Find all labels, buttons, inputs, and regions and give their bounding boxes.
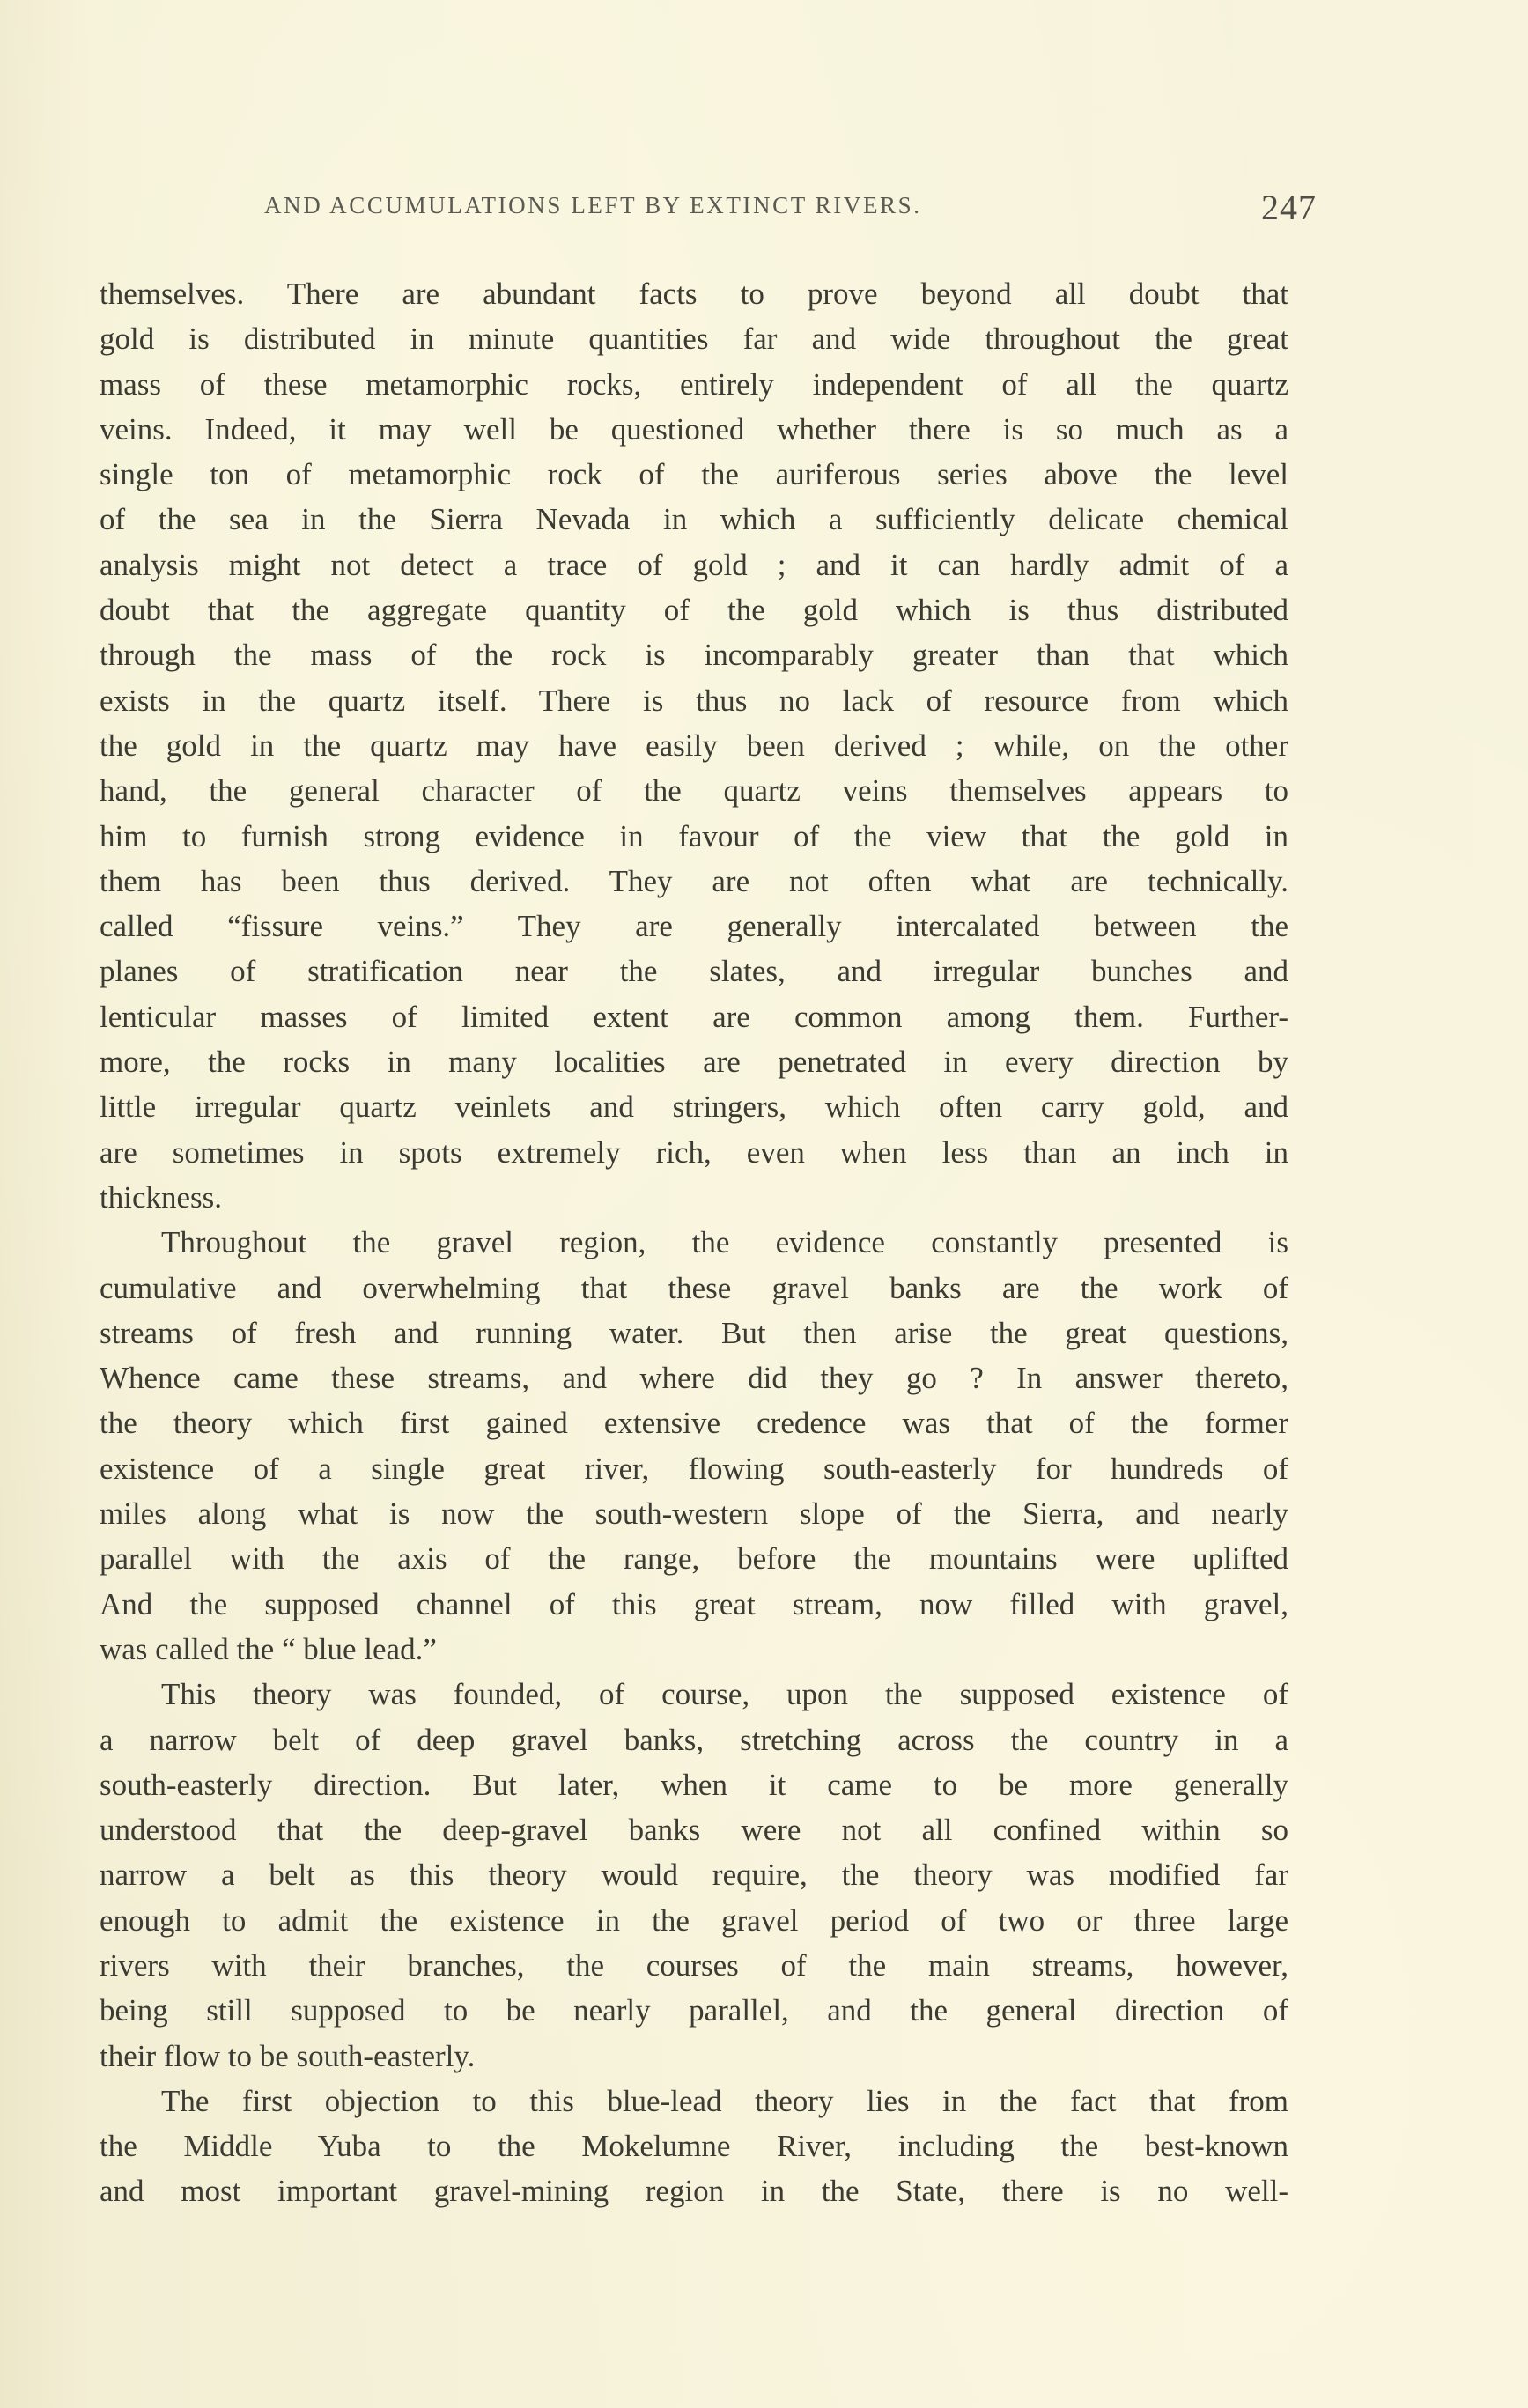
text-line: doubt that the aggregate quantity of the gold which is thus distributed [100, 593, 1288, 628]
text-line: of the sea in the Sierra Nevada in which a sufficiently delicate chemical [100, 502, 1288, 537]
page-number: 247 [1261, 188, 1317, 227]
text-line: mass of these metamorphic rocks, entirely independent of all the quartz [100, 366, 1288, 402]
running-head [264, 187, 1317, 231]
text-line: veins. Indeed, it may well be questioned whether there is so much as a [100, 411, 1288, 447]
text-line: rivers with their branches, the courses of the main streams, however, [100, 1947, 1288, 1983]
text-line: gold is distributed in minute quantities far and wide throughout the great [100, 321, 1288, 357]
text-line: analysis might not detect a trace of gold ; and it can hardly admit of a [100, 547, 1288, 582]
text-line: lenticular masses of limited extent are common among them. Further- [100, 999, 1288, 1034]
text-line: Whence came these streams, and where did they go ? In answer thereto, [100, 1361, 1288, 1396]
text-line: called “fissure veins.” They are generally intercalated between the [100, 909, 1288, 944]
text-line: single ton of metamorphic rock of the auriferous series above the level [100, 457, 1288, 492]
text-line: was called the “ blue lead.” [100, 1631, 437, 1666]
text-line: hand, the general character of the quartz veins themselves appears to [100, 773, 1288, 809]
text-line: being still supposed to be nearly parallel, and the general direction of [100, 1993, 1288, 2028]
text-line: narrow a belt as this theory would require, the theory was modified far [100, 1858, 1288, 1893]
text-line: streams of fresh and running water. But then arise the great questions, [100, 1315, 1288, 1350]
text-line: the gold in the quartz may have easily been derived ; while, on the other [100, 728, 1288, 763]
text-line: parallel with the axis of the range, before the mountains were uplifted [100, 1541, 1288, 1577]
text-line: miles along what is now the south-western slope of the Sierra, and nearly [100, 1496, 1288, 1532]
text-line: him to furnish strong evidence in favour of the view that the gold in [100, 818, 1288, 853]
text-line: And the supposed channel of this great stream, now filled with gravel, [100, 1586, 1288, 1621]
running-title: AND ACCUMULATIONS LEFT BY EXTINCT RIVERS. [264, 192, 922, 218]
text-line: their flow to be south-easterly. [100, 2038, 476, 2073]
text-line: little irregular quartz veinlets and stringers, which often carry gold, and [100, 1090, 1288, 1125]
text-line: enough to admit the existence in the gravel period of two or three large [100, 1902, 1288, 1938]
text-line: through the mass of the rock is incomparably greater than that which [100, 638, 1288, 673]
text-line: planes of stratification near the slates, and irregular bunches and [100, 954, 1288, 989]
text-line: them has been thus derived. They are not often what are technically. [100, 863, 1288, 898]
paragraph-first-line: This theory was founded, of course, upon the supposed existence of [161, 1677, 1288, 1712]
text-line: exists in the quartz itself. There is thus no lack of resource from which [100, 683, 1288, 718]
text-line: more, the rocks in many localities are penetrated in every direction by [100, 1045, 1288, 1080]
text-line: and most important gravel-mining region in the State, there is no well- [100, 2174, 1288, 2209]
paragraph-first-line: Throughout the gravel region, the evidence constantly presented is [161, 1225, 1288, 1260]
text-line: thickness. [100, 1179, 223, 1215]
text-line: the theory which first gained extensive credence was that of the former [100, 1406, 1288, 1441]
text-line: a narrow belt of deep gravel banks, stretching across the country in a [100, 1722, 1288, 1757]
paragraph-first-line: The first objection to this blue-lead theory lies in the fact that from [161, 2083, 1288, 2118]
body-text [100, 271, 1288, 2214]
text-line: understood that the deep-gravel banks were not all confined within so [100, 1813, 1288, 1848]
text-line: are sometimes in spots extremely rich, even when less than an inch in [100, 1134, 1288, 1170]
text-line: south-easterly direction. But later, when it came to be more generally [100, 1767, 1288, 1802]
text-line: existence of a single great river, flowing south-easterly for hundreds of [100, 1451, 1288, 1486]
text-line: cumulative and overwhelming that these gravel banks are the work of [100, 1270, 1288, 1305]
text-line: the Middle Yuba to the Mokelumne River, including the best-known [100, 2129, 1288, 2164]
text-line: themselves. There are abundant facts to prove beyond all doubt that [100, 277, 1288, 311]
